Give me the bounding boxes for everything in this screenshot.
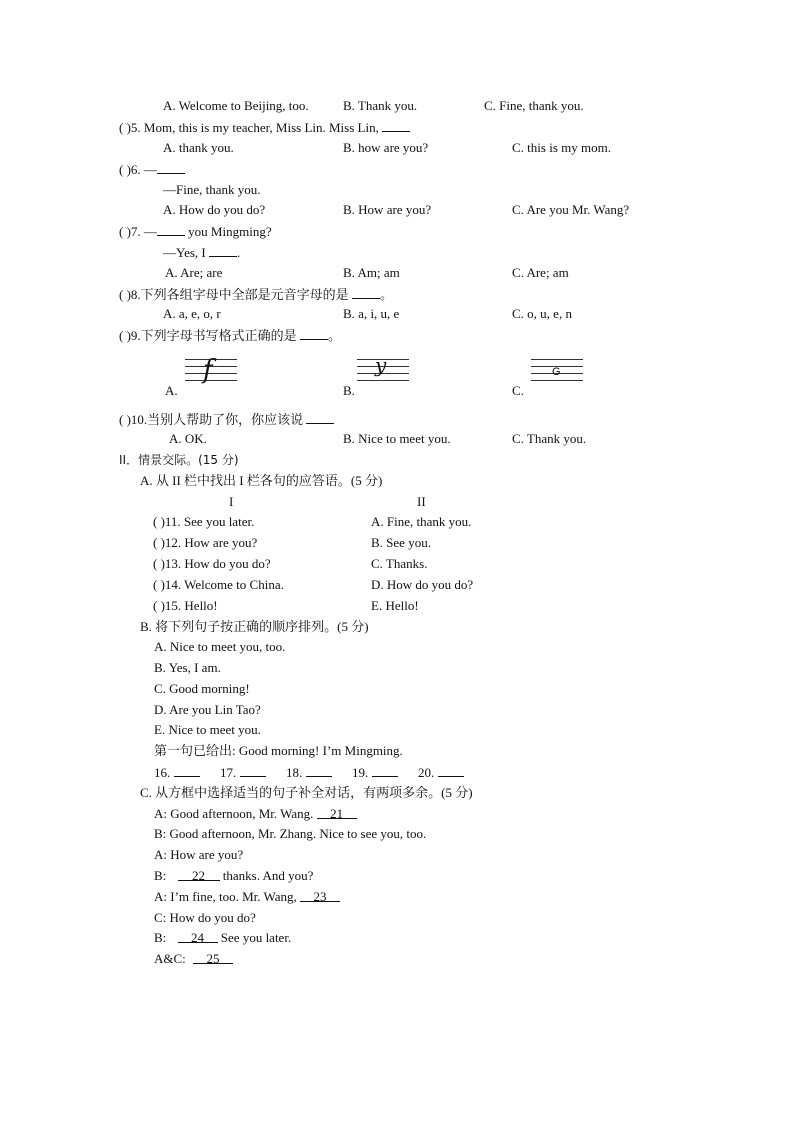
q9-option-c-staff [531,359,583,381]
q7-line2: —Yes, I . [163,245,241,260]
answer-paren: ( ) [119,224,131,239]
q6-question: ( )6. — [119,161,185,178]
q9-question: ( )9.下列字母书写格式正确的是 。 [119,328,341,343]
letter-y-glyph: y [375,353,387,377]
match-answer: D. How do you do? [371,577,474,592]
answer-paren: ( ) [119,287,131,302]
column-2-header: II [417,494,426,509]
answer-blank[interactable]: 21 [317,806,357,819]
answer-blank[interactable] [157,223,185,236]
q6-option-a: A. How do you do? [163,202,266,217]
q10-option-b: B. Nice to meet you. [343,431,451,446]
answer-paren: ( ) [119,120,131,135]
order-item: A. Nice to meet you, too. [154,639,286,654]
q9-option-c-label: C. [512,383,524,398]
match-question: ( )15. Hello! [153,598,218,613]
dialogue-line: A: Good afternoon, Mr. Wang. 21 [154,806,357,822]
match-question: ( )11. See you later. [153,514,255,529]
answer-blank[interactable] [306,411,334,424]
answer-blank[interactable] [157,161,185,174]
part-a-title: A. 从 II 栏中找出 I 栏各句的应答语。(5 分) [140,473,383,488]
answer-blank[interactable]: 23 [300,889,340,902]
answer-blank[interactable] [438,764,464,777]
answer-blank[interactable]: 25 [193,951,233,964]
q4-option-c: C. Fine, thank you. [484,98,584,113]
answer-blank[interactable] [300,327,328,340]
dialogue-line: B: 24 See you later. [154,930,292,945]
order-item: C. Good morning! [154,681,250,696]
match-answer: A. Fine, thank you. [371,514,472,529]
answer-blank[interactable]: 22 [178,868,220,881]
q7-option-b: B. Am; am [343,265,400,280]
q5-question: ( )5. Mom, this is my teacher, Miss Lin. Miss Lin, [119,119,410,136]
section-2-title: II．情景交际。(15 分) [119,453,239,467]
q9-option-a-staff [185,355,237,385]
letter-f-glyph: f [203,355,213,385]
q5-option-a: A. thank you. [163,140,234,155]
order-item: B. Yes, I am. [154,660,221,675]
dialogue-line: C: How do you do? [154,910,256,925]
q7-question: ( )7. — you Mingming? [119,224,272,239]
dialogue-line: B: Good afternoon, Mr. Zhang. Nice to see you, too. [154,826,427,841]
answer-blank[interactable]: 24 [178,930,218,943]
match-question: ( )13. How do you do? [153,556,271,571]
order-item: D. Are you Lin Tao? [154,702,261,717]
order-answer-row: 16. 17. 18. 19. 20. [154,764,464,781]
q8-option-c: C. o, u, e, n [512,306,572,321]
answer-paren: ( ) [119,328,131,343]
dialogue-line: B: 22 thanks. And you? [154,868,314,883]
answer-blank[interactable] [240,764,266,777]
q8-option-b: B. a, i, u, e [343,306,400,321]
q6-option-c: C. Are you Mr. Wang? [512,202,630,217]
q7-option-a: A. Are; are [165,265,223,280]
q4-option-a: A. Welcome to Beijing, too. [163,98,309,113]
part-c-title: C. 从方框中选择适当的句子补全对话，有两项多余。(5 分) [140,785,473,800]
q7-option-c: C. Are; am [512,265,569,280]
dialogue-line: A&C: 25 [154,951,233,967]
q8-question: ( )8.下列各组字母中全部是元音字母的是 。 [119,287,393,302]
dialogue-line: A: How are you? [154,847,244,862]
match-answer: C. Thanks. [371,556,428,571]
column-1-header: I [229,494,234,509]
q10-option-c: C. Thank you. [512,431,587,446]
letter-g-glyph: G [552,366,561,378]
answer-blank[interactable] [209,244,237,257]
answer-paren: ( ) [119,412,131,427]
given-sentence: 第一句已给出: Good morning! I’m Mingming. [154,743,403,758]
q10-question: ( )10.当别人帮助了你，你应该说 [119,411,334,428]
answer-blank[interactable] [174,764,200,777]
match-answer: E. Hello! [371,598,419,613]
q8-option-a: A. a, e, o, r [163,306,221,321]
match-question: ( )14. Welcome to China. [153,577,284,592]
answer-blank[interactable] [372,764,398,777]
q9-option-a-label: A. [165,383,178,398]
q9-option-b-staff [357,353,409,381]
dialogue-line: A: I’m fine, too. Mr. Wang, 23 [154,889,340,905]
part-b-title: B. 将下列句子按正确的顺序排列。(5 分) [140,619,369,634]
answer-blank[interactable] [382,119,410,132]
answer-paren: ( ) [119,162,131,177]
q6-option-b: B. How are you? [343,202,432,217]
answer-blank[interactable] [352,286,380,299]
q5-option-c: C. this is my mom. [512,140,611,155]
answer-blank[interactable] [306,764,332,777]
q10-option-a: A. OK. [169,431,207,446]
q9-option-b-label: B. [343,383,355,398]
match-answer: B. See you. [371,535,431,550]
q6-line2: —Fine, thank you. [163,182,261,197]
q4-option-b: B. Thank you. [343,98,418,113]
q5-option-b: B. how are you? [343,140,429,155]
order-item: E. Nice to meet you. [154,722,261,737]
match-question: ( )12. How are you? [153,535,258,550]
